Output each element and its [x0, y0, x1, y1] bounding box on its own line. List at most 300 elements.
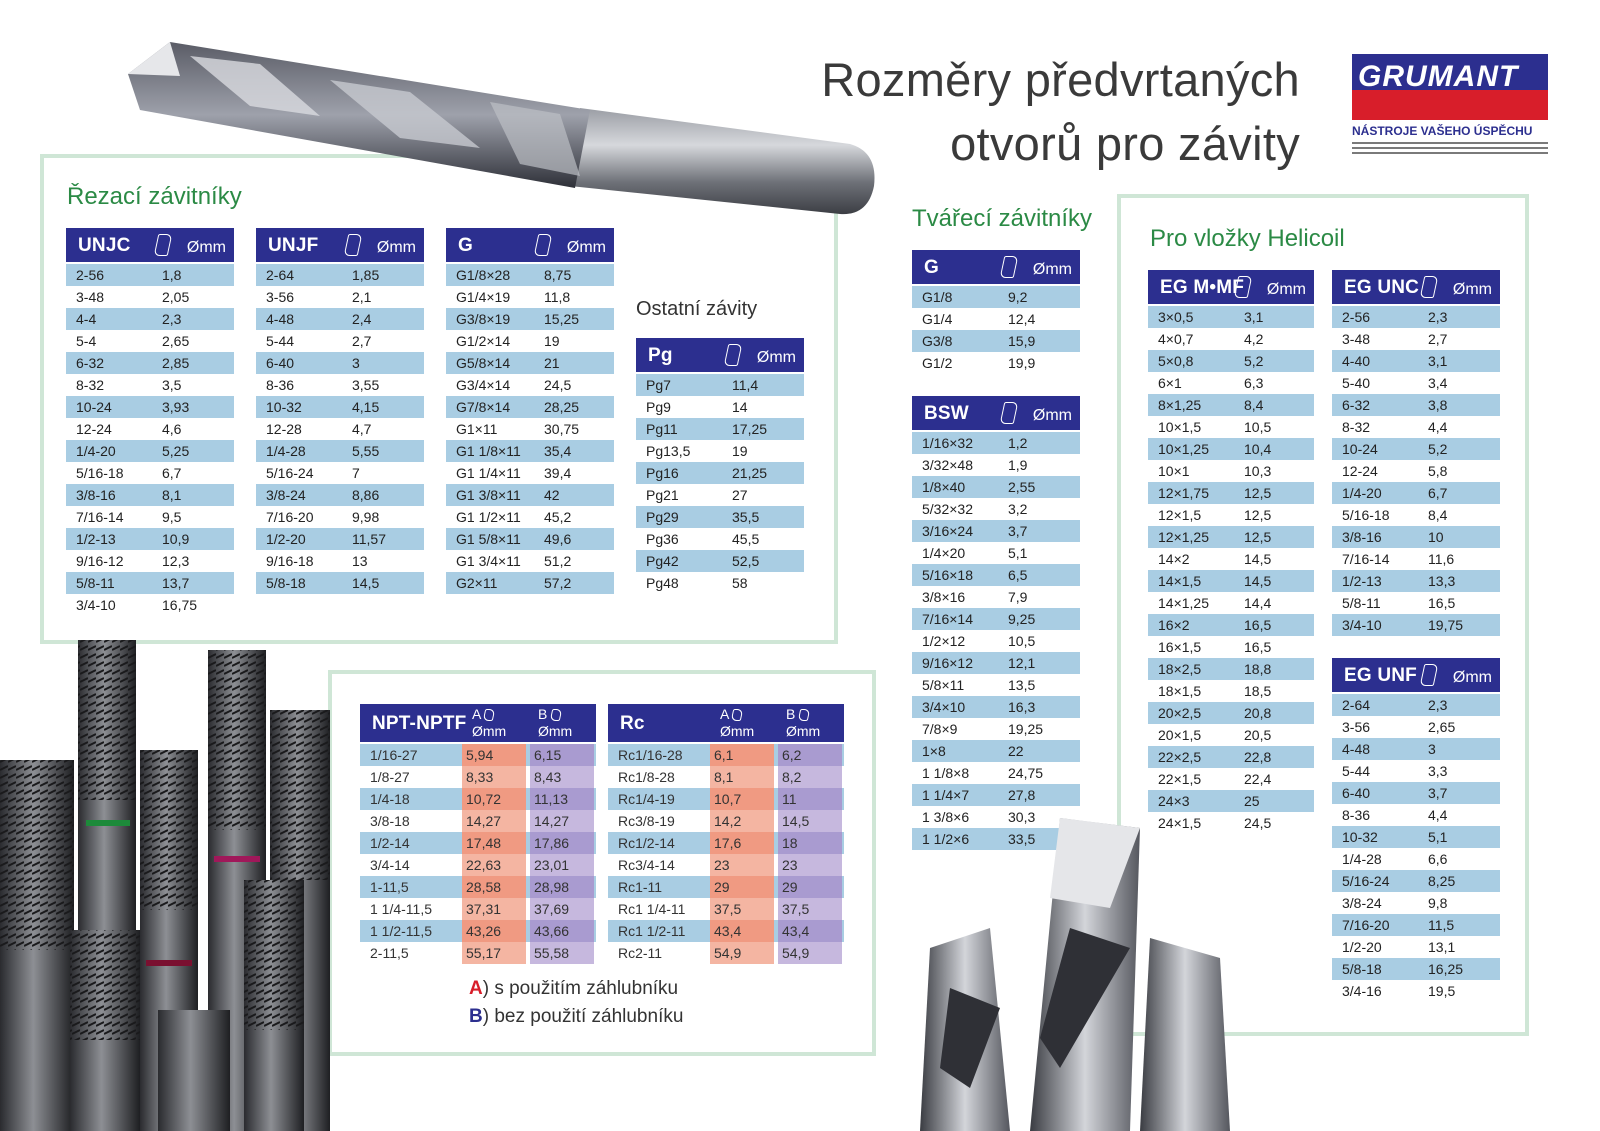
thread-size: 5-4: [76, 333, 97, 349]
drill-diameter: 52,5: [732, 553, 760, 569]
thread-size: 3/4-10: [76, 597, 116, 613]
thread-size: 1 1/2-11,5: [370, 923, 433, 939]
diameter-b: 37,69: [530, 898, 594, 920]
drill-diameter: 10,5: [1008, 633, 1036, 649]
drill-diameter: 7: [352, 465, 360, 481]
table-row: [1332, 804, 1500, 826]
table-header: [66, 228, 234, 264]
drill-diameter: 20,5: [1244, 727, 1272, 743]
table-row: [1332, 372, 1500, 394]
thread-size: 3/4-10: [1342, 617, 1382, 633]
thread-size: 3/4-16: [1342, 983, 1382, 999]
thread-size: 4-40: [1342, 353, 1371, 369]
diameter-label: Ømm: [376, 239, 416, 256]
table-row: [446, 506, 614, 528]
table-row: [1332, 716, 1500, 738]
table-row: [636, 528, 804, 550]
table-row: [1332, 870, 1500, 892]
table-row: [66, 330, 234, 352]
table-row: [1148, 614, 1314, 636]
diameter-a: 8,1: [710, 766, 774, 788]
table-row: [608, 810, 844, 832]
table-g-tvareci: [912, 250, 1080, 374]
drill-diameter: 11,8: [544, 289, 571, 305]
table-row: [912, 432, 1080, 454]
thread-size: 1/4-18: [370, 791, 410, 807]
table-row: [1332, 848, 1500, 870]
table-header: [608, 704, 844, 744]
table-row: [912, 740, 1080, 762]
table-row: [1148, 526, 1314, 548]
table-row: [256, 264, 424, 286]
thread-size: 5/16-24: [266, 465, 314, 481]
drill-diameter: 28,25: [544, 399, 580, 415]
drill-diameter: 16,75: [162, 597, 198, 613]
drill-diameter: 2,7: [1428, 331, 1448, 347]
table-row: [912, 308, 1080, 330]
thread-size: 8-36: [1342, 807, 1371, 823]
table-row: [446, 572, 614, 594]
drill-diameter: 14: [732, 399, 748, 415]
table-row: [1148, 394, 1314, 416]
drill-diameter: 19,75: [1428, 617, 1464, 633]
drill-diameter: 5,25: [162, 443, 190, 459]
table-row: [360, 788, 596, 810]
diameter-b: 11: [778, 788, 842, 810]
table-row: [446, 352, 614, 374]
table-row: [446, 286, 614, 308]
thread-size: 7/16×14: [922, 611, 973, 627]
table-row: [1332, 350, 1500, 372]
legend-a-text: ) s použitím záhlubníku: [482, 978, 679, 999]
drill-diameter: 10: [1428, 529, 1444, 545]
thread-size: G1 3/4×11: [456, 553, 521, 569]
thread-size: 3/4-14: [370, 857, 410, 873]
thread-size: 18×1,5: [1158, 683, 1202, 699]
table-row: [1148, 592, 1314, 614]
thread-size: 16×2: [1158, 617, 1190, 633]
table-row: [1148, 504, 1314, 526]
table-row: [1332, 892, 1500, 914]
thread-size: G3/4×14: [456, 377, 511, 393]
drill-diameter: 18,5: [1244, 683, 1272, 699]
table-row: [256, 418, 424, 440]
diameter-a: 37,5: [710, 898, 774, 920]
thread-size: 5/8×11: [922, 677, 965, 693]
thread-size: 6-40: [1342, 785, 1371, 801]
thread-size: G1 3/8×11: [456, 487, 521, 503]
thread-size: 8-36: [266, 377, 295, 393]
diameter-b: 43,66: [530, 920, 594, 942]
table-row: [256, 550, 424, 572]
drill-diameter: 2,65: [1428, 719, 1456, 735]
diameter-b: 8,43: [530, 766, 594, 788]
table-row: [636, 484, 804, 506]
thread-size: Rc1/8-28: [618, 769, 675, 785]
table-row: [636, 462, 804, 484]
drill-diameter: 3,7: [1008, 523, 1028, 539]
table-name: Pg: [648, 345, 673, 366]
table-row: [608, 854, 844, 876]
table-row: [1148, 438, 1314, 460]
diameter-a: 43,4: [710, 920, 774, 942]
thread-size: 1/2-20: [266, 531, 306, 547]
drill-diameter: 4,6: [162, 421, 182, 437]
drill-diameter: 51,2: [544, 553, 572, 569]
diameter-label: Ømm: [1452, 669, 1492, 686]
table-row: [1332, 460, 1500, 482]
thread-size: 3×0,5: [1158, 309, 1194, 325]
thread-size: 1/4×20: [922, 545, 966, 561]
thread-size: 5/8-11: [76, 575, 115, 591]
drill-diameter: 6,3: [1244, 375, 1264, 391]
thread-size: 24×3: [1158, 793, 1190, 809]
thread-size: 9/16-12: [76, 553, 124, 569]
drill-diameter: 2,7: [352, 333, 372, 349]
table-row: [1332, 936, 1500, 958]
thread-size: 10-24: [76, 399, 112, 415]
thread-size: G1 1/8×11: [456, 443, 521, 459]
drill-diameter: 15,25: [544, 311, 580, 327]
thread-size: 5/8-18: [266, 575, 306, 591]
thread-size: 1 1/4-11,5: [370, 901, 433, 917]
drill-icon: [534, 234, 553, 256]
thread-size: 8-32: [76, 377, 105, 393]
thread-size: 5/16×18: [922, 567, 973, 583]
drill-diameter: 13,7: [162, 575, 190, 591]
table-row: [360, 920, 596, 942]
drill-diameter: 1,9: [1008, 457, 1028, 473]
diameter-a: 6,1: [710, 744, 774, 766]
diameter-label: Ømm: [756, 349, 796, 366]
thread-size: Rc1 1/2-11: [618, 923, 686, 939]
drill-diameter: 3,2: [1008, 501, 1028, 517]
drill-diameter: 5,1: [1008, 545, 1028, 561]
diameter-a: 14,27: [462, 810, 526, 832]
table-name: Rc: [620, 713, 645, 734]
drill-diameter: 9,98: [352, 509, 380, 525]
drill-diameter: 2,1: [352, 289, 372, 305]
section-title-tvareci: Tvářecí závitníky: [912, 205, 1093, 232]
thread-size: 5/32×32: [922, 501, 973, 517]
drill-diameter: 57,2: [544, 575, 572, 591]
drill-diameter: 2,4: [352, 311, 372, 327]
thread-size: Rc1/16-28: [618, 747, 683, 763]
drill-diameter: 3,5: [162, 377, 182, 393]
diameter-label: Ømm: [1266, 281, 1306, 298]
drill-diameter: 49,6: [544, 531, 572, 547]
drill-diameter: 20,8: [1244, 705, 1272, 721]
diameter-a: 23: [710, 854, 774, 876]
table-row: [912, 608, 1080, 630]
table-row: [912, 520, 1080, 542]
table-unjf: [256, 228, 424, 594]
thread-size: Pg21: [646, 487, 679, 503]
drill-diameter: 2,85: [162, 355, 190, 371]
table-row: [1332, 482, 1500, 504]
drill-diameter: 12,5: [1244, 529, 1272, 545]
table-row: [256, 308, 424, 330]
table-npt-nptf: [360, 704, 596, 964]
drill-diameter: 3,7: [1428, 785, 1448, 801]
table-row: [636, 374, 804, 396]
table-row: [1332, 548, 1500, 570]
table-row: [1148, 658, 1314, 680]
thread-size: G1/4: [922, 311, 953, 327]
table-row: [912, 564, 1080, 586]
drill-diameter: 18,8: [1244, 661, 1272, 677]
drill-diameter: 45,5: [732, 531, 760, 547]
drill-diameter: 10,3: [1244, 463, 1272, 479]
table-row: [256, 352, 424, 374]
table-row: [1332, 826, 1500, 848]
thread-size: G1/8×28: [456, 267, 511, 283]
table-row: [608, 832, 844, 854]
logo-name: GRUMANT: [1358, 60, 1519, 93]
table-row: [256, 330, 424, 352]
drill-icon: [550, 709, 563, 721]
table-row: [360, 744, 596, 766]
drill-diameter: 15,9: [1008, 333, 1036, 349]
table-row: [66, 286, 234, 308]
table-row: [1332, 760, 1500, 782]
thread-size: 3-48: [76, 289, 105, 305]
thread-size: 9/16×12: [922, 655, 973, 671]
table-row: [446, 550, 614, 572]
table-row: [66, 418, 234, 440]
thread-size: 1×8: [922, 743, 946, 759]
drill-diameter: 14,5: [1244, 551, 1272, 567]
thread-size: 7/16-14: [76, 509, 124, 525]
drill-diameter: 13: [352, 553, 368, 569]
drill-diameter: 45,2: [544, 509, 572, 525]
table-header: [446, 228, 614, 264]
table-row: [608, 942, 844, 964]
table-name: EG M•MF: [1160, 277, 1245, 298]
thread-size: 1/8-27: [370, 769, 410, 785]
diameter-b: 37,5: [778, 898, 842, 920]
drill-diameter: 16,25: [1428, 961, 1464, 977]
drill-diameter: 16,5: [1244, 639, 1272, 655]
table-name: EG UNC: [1344, 277, 1420, 298]
thread-size: 9/16-18: [266, 553, 314, 569]
diameter-a: 8,33: [462, 766, 526, 788]
drill-diameter: 8,4: [1244, 397, 1264, 413]
drill-diameter: 3,1: [1244, 309, 1264, 325]
thread-size: 1/4-28: [1342, 851, 1382, 867]
thread-size: Pg7: [646, 377, 671, 393]
thread-size: 6-32: [1342, 397, 1371, 413]
table-name: EG UNF: [1344, 665, 1417, 686]
table-row: [912, 352, 1080, 374]
thread-size: Pg42: [646, 553, 679, 569]
thread-size: G1 5/8×11: [456, 531, 521, 547]
thread-size: 5/8-18: [1342, 961, 1382, 977]
drill-diameter: 27: [732, 487, 748, 503]
drill-diameter: 10,4: [1244, 441, 1272, 457]
drill-diameter: 35,4: [544, 443, 572, 459]
drill-diameter: 22,4: [1244, 771, 1272, 787]
diameter-a: 22,63: [462, 854, 526, 876]
table-row: [360, 832, 596, 854]
column-a-label: A Ømm: [720, 706, 755, 739]
table-row: [1332, 570, 1500, 592]
drill-diameter: 1,85: [352, 267, 380, 283]
table-eg-unc: [1332, 270, 1500, 636]
thread-size: 1/16×32: [922, 435, 973, 451]
thread-size: 10-32: [266, 399, 302, 415]
drill-icon: [1000, 402, 1019, 424]
drill-diameter: 5,2: [1244, 353, 1264, 369]
thread-size: G2×11: [456, 575, 498, 591]
drill-diameter: 19: [544, 333, 560, 349]
thread-size: 20×1,5: [1158, 727, 1202, 743]
drill-diameter: 8,1: [162, 487, 182, 503]
diameter-a: 14,2: [710, 810, 774, 832]
table-row: [256, 286, 424, 308]
drill-diameter: 39,4: [544, 465, 572, 481]
table-row: [636, 550, 804, 572]
table-row: [66, 264, 234, 286]
table-row: [360, 854, 596, 876]
thread-size: 12×1,25: [1158, 529, 1209, 545]
drill-diameter: 13,1: [1428, 939, 1456, 955]
thread-size: 1 1/4×7: [922, 787, 970, 803]
thread-size: 4-4: [76, 311, 97, 327]
diameter-b: 55,58: [530, 942, 594, 964]
legend-b-key: B: [469, 1006, 483, 1027]
legend-a: [469, 978, 678, 1000]
drill-diameter: 3,55: [352, 377, 380, 393]
table-row: [1332, 416, 1500, 438]
table-row: [1332, 958, 1500, 980]
drill-icon: [483, 709, 496, 721]
taps-image: [0, 620, 330, 1131]
drill-diameter: 10,5: [1244, 419, 1272, 435]
drill-icon: [1420, 276, 1439, 298]
diameter-a: 54,9: [710, 942, 774, 964]
table-header: [912, 396, 1080, 432]
table-name: G: [458, 235, 473, 256]
thread-size: 12-24: [76, 421, 112, 437]
legend-a-key: A: [469, 978, 483, 999]
thread-size: 3/8-24: [1342, 895, 1382, 911]
table-name: BSW: [924, 403, 969, 424]
table-row: [256, 440, 424, 462]
table-row: [256, 528, 424, 550]
table-eg-m-mf: [1148, 270, 1314, 834]
table-header: [1148, 270, 1314, 306]
drill-diameter: 21: [544, 355, 560, 371]
drill-diameter: 9,8: [1428, 895, 1448, 911]
drill-diameter: 14,4: [1244, 595, 1272, 611]
thread-size: Rc1 1/4-11: [618, 901, 686, 917]
drill-diameter: 24,5: [1244, 815, 1272, 831]
drill-icon: [724, 344, 743, 366]
thread-size: 1/4-28: [266, 443, 306, 459]
table-row: [608, 876, 844, 898]
table-row: [912, 586, 1080, 608]
drill-diameter: 11,4: [732, 377, 759, 393]
table-row: [256, 572, 424, 594]
thread-size: Pg11: [646, 421, 678, 437]
drill-diameter: 9,5: [162, 509, 182, 525]
diameter-label: Ømm: [1452, 281, 1492, 298]
drill-icon: [344, 234, 363, 256]
table-row: [66, 572, 234, 594]
drill-diameter: 7,9: [1008, 589, 1028, 605]
drill-diameter: 1,8: [162, 267, 182, 283]
table-header: [1332, 270, 1500, 306]
table-row: [912, 476, 1080, 498]
table-name: G: [924, 257, 939, 278]
table-row: [1148, 636, 1314, 658]
table-row: [360, 898, 596, 920]
thread-size: 1/4-20: [76, 443, 116, 459]
diameter-b: 14,5: [778, 810, 842, 832]
table-unjc: [66, 228, 234, 616]
drill-diameter: 8,86: [352, 487, 380, 503]
diameter-a: 10,72: [462, 788, 526, 810]
table-name: UNJC: [78, 235, 131, 256]
column-b-label: B Ømm: [538, 706, 573, 739]
thread-size: Pg13,5: [646, 443, 691, 459]
drill-diameter: 4,7: [352, 421, 372, 437]
thread-size: 4×0,7: [1158, 331, 1194, 347]
thread-size: 8-32: [1342, 419, 1371, 435]
drill-icon: [798, 709, 811, 721]
table-row: [360, 810, 596, 832]
table-row: [608, 920, 844, 942]
thread-size: 2-64: [266, 267, 295, 283]
thread-size: G1/8: [922, 289, 953, 305]
thread-size: 8×1,25: [1158, 397, 1202, 413]
drill-diameter: 8,4: [1428, 507, 1448, 523]
table-row: [66, 396, 234, 418]
diameter-b: 6,2: [778, 744, 842, 766]
drill-diameter: 6,7: [162, 465, 182, 481]
drill-diameter: 5,55: [352, 443, 380, 459]
thread-size: 3-56: [1342, 719, 1371, 735]
table-row: [1148, 548, 1314, 570]
drill-diameter: 30,3: [1008, 809, 1036, 825]
thread-size: G1 1/4×11: [456, 465, 521, 481]
table-row: [1148, 768, 1314, 790]
thread-size: 1 3/8×6: [922, 809, 970, 825]
section-title-helicoil: Pro vložky Helicoil: [1150, 225, 1345, 252]
legend-b: [469, 1006, 683, 1028]
table-row: [256, 396, 424, 418]
table-row: [1148, 482, 1314, 504]
table-row: [912, 330, 1080, 352]
drill-diameter: 6,5: [1008, 567, 1028, 583]
drill-diameter: 2,3: [1428, 697, 1448, 713]
table-row: [66, 550, 234, 572]
diameter-b: 29: [778, 876, 842, 898]
thread-size: 1-11,5: [370, 879, 409, 895]
table-row: [446, 396, 614, 418]
table-row: [360, 942, 596, 964]
thread-size: 3/8-16: [76, 487, 116, 503]
thread-size: 10-32: [1342, 829, 1378, 845]
diameter-a: 5,94: [462, 744, 526, 766]
table-row: [360, 876, 596, 898]
table-row: [446, 374, 614, 396]
table-row: [912, 454, 1080, 476]
thread-size: 4-48: [266, 311, 295, 327]
table-eg-unf: [1332, 658, 1500, 1002]
diameter-a: 17,48: [462, 832, 526, 854]
